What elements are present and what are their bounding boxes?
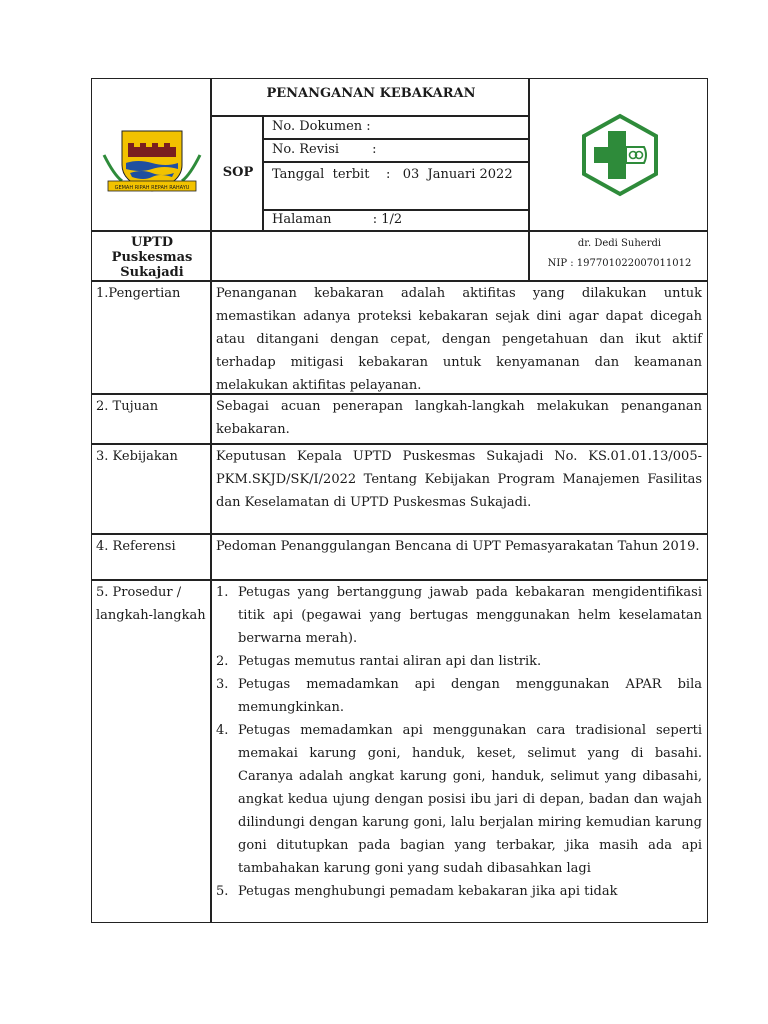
list-item xyxy=(216,719,702,880)
doc-field-date xyxy=(263,162,529,210)
section-text: Penanganan kebakaran adalah aktifitas yang dilakukan untuk memastikan adanya proteksi kebakaran sejak dini agar dapat dicegah atau ditangani dengan cepat, dengan pengetahuan dan ikut aktif terhadap mitigasi kebakaran untuk kenyamanan dan keamanan melakukan aktifitas pelayanan. xyxy=(216,286,702,393)
section-content-cell xyxy=(211,281,708,394)
blank-cell xyxy=(211,231,529,281)
signatory-nip: NIP : 197701022007011012 xyxy=(547,258,692,269)
step-text: Petugas menghubungi pemadam kebakaran jika api tidak xyxy=(238,884,618,899)
section-label: 5. Prosedur / langkah-langkah xyxy=(96,585,206,623)
section-content-cell xyxy=(211,394,708,444)
section-content-cell xyxy=(211,444,708,534)
section-text: Sebagai acuan penerapan langkah-langkah melakukan penanganan kebakaran. xyxy=(216,399,702,437)
doc-field-label: Halaman : 1/2 xyxy=(272,212,403,227)
signatory-name: dr. Dedi Suherdi xyxy=(577,238,662,249)
org-name: UPTD Puskesmas Sukajadi xyxy=(111,235,193,280)
doc-field-label: No. Revisi : xyxy=(272,142,377,157)
page-title: PENANGANAN KEBAKARAN xyxy=(266,86,476,101)
logo-motto: GEMAH RIPAH REPAH RAHAYU xyxy=(114,185,190,191)
doc-field-label: Tanggal terbit : 03 Januari 2022 xyxy=(272,167,513,182)
section-label: 4. Referensi xyxy=(96,539,176,554)
signatory-cell xyxy=(529,231,708,281)
logo-cell xyxy=(91,78,211,231)
section-label: 1.Pengertian xyxy=(96,286,181,301)
section-content-cell xyxy=(211,534,708,580)
section-label-cell xyxy=(91,394,211,444)
step-text: Petugas memadamkan api menggunakan cara tradisional seperti memakai karung goni, handuk, keset, selimut yang di basahi. Caranya adalah angkat karung goni, handuk, selimut yang dibasahi, angkat kedua ujung dengan posisi ibu jari di depan, badan dan wajah dilindungi dengan karung goni, lalu berjalan miring kemudian karung goni ditutupkan pada bagian yang terbakar, jika masih ada api tambahakan karung goni yang sudah dibasahkan lagi xyxy=(238,723,702,876)
section-label: 3. Kebijakan xyxy=(96,449,178,464)
step-text: Petugas memadamkan api dengan menggunakan APAR bila memungkinkan. xyxy=(238,677,702,715)
section-label-cell xyxy=(91,281,211,394)
list-item xyxy=(216,673,702,719)
sop-cell xyxy=(211,116,263,231)
section-label-cell xyxy=(91,534,211,580)
step-number: 1. xyxy=(216,585,229,600)
step-text: Petugas memutus rantai aliran api dan listrik. xyxy=(238,654,542,669)
step-number: 2. xyxy=(216,654,229,669)
step-number: 3. xyxy=(216,677,229,692)
title-cell xyxy=(211,78,529,116)
step-text: Petugas yang bertanggung jawab pada kebakaran mengidentifikasi titik api (pegawai yang bertugas menggunakan helm keselamatan berwarna merah). xyxy=(238,585,702,646)
org-name-cell xyxy=(91,231,211,281)
section-label-cell xyxy=(91,444,211,534)
step-number: 5. xyxy=(216,884,229,899)
puskesmas-logo-cell xyxy=(529,78,708,231)
section-content-cell xyxy=(211,580,708,923)
sop-label: SOP xyxy=(222,165,254,180)
doc-field-revision xyxy=(263,139,529,162)
section-label-cell xyxy=(91,580,211,923)
list-item xyxy=(216,581,702,650)
section-text: Keputusan Kepala UPTD Puskesmas Sukajadi No. KS.01.01.13/005-PKM.SKJD/SK/I/2022 Tentang Kebijakan Program Manajemen Fasilitas dan Keselamatan di UPTD Puskesmas Sukajadi. xyxy=(216,449,702,510)
doc-field-label: No. Dokumen : xyxy=(272,119,371,134)
puskesmas-logo-icon xyxy=(578,113,662,197)
list-item xyxy=(216,650,702,673)
section-text: Pedoman Penanggulangan Bencana di UPT Pemasyarakatan Tahun 2019. xyxy=(216,539,700,554)
list-item xyxy=(216,880,702,903)
section-label: 2. Tujuan xyxy=(96,399,159,414)
doc-field-page xyxy=(263,210,529,231)
sop-document xyxy=(91,78,708,923)
step-number: 4. xyxy=(216,723,229,738)
procedure-steps xyxy=(216,581,702,903)
doc-field-number xyxy=(263,116,529,139)
